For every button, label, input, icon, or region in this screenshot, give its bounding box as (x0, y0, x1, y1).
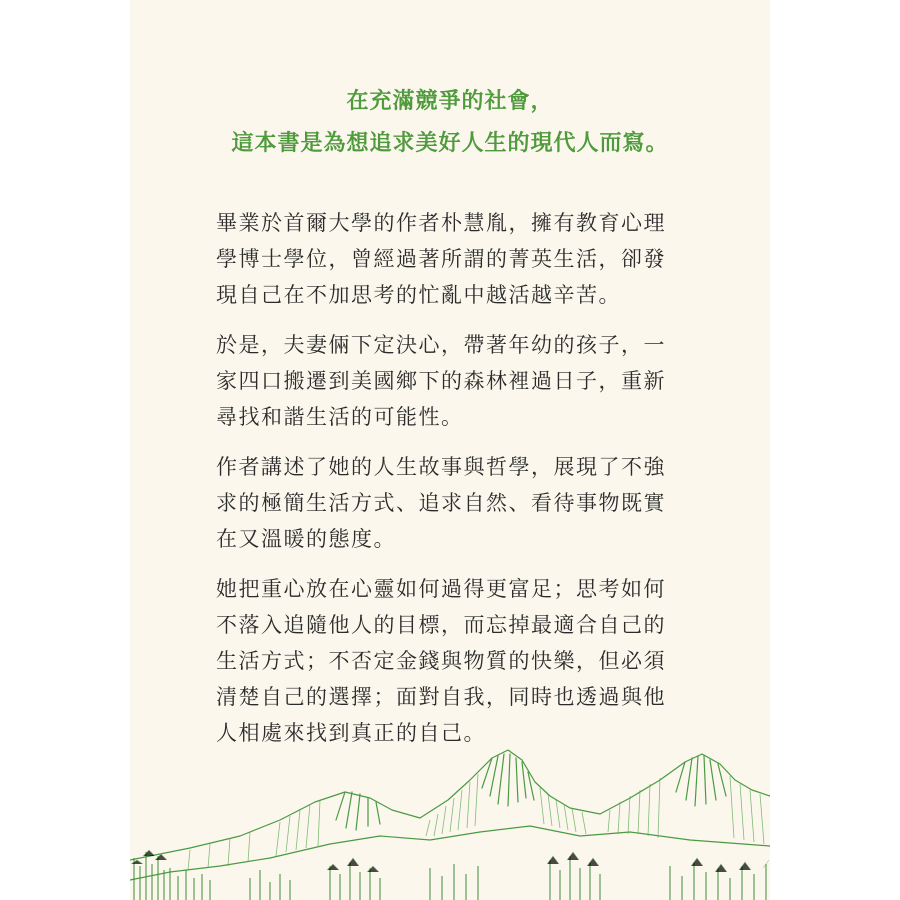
paragraph-line: 作者講述了她的人生故事與哲學，展現了不強 (216, 455, 666, 479)
paragraph-line: 學博士學位，曾經過著所謂的菁英生活，卻發 (216, 247, 666, 271)
paragraph-4 (216, 571, 696, 751)
paragraph-3 (216, 449, 696, 557)
headline (130, 80, 770, 164)
paragraph-1 (216, 205, 696, 313)
book-page (130, 0, 770, 900)
headline-line-2: 這本書是為想追求美好人生的現代人而寫。 (231, 130, 669, 156)
paragraph-line: 尋找和諧生活的可能性。 (216, 405, 464, 429)
mountain-forest-sketch-icon (130, 740, 770, 900)
paragraph-line: 現自己在不加思考的忙亂中越活越辛苦。 (216, 283, 621, 307)
paragraph-line: 人相處來找到真正的自己。 (216, 721, 486, 745)
body-text (216, 205, 696, 765)
paragraph-line: 她把重心放在心靈如何過得更富足；思考如何 (216, 577, 666, 601)
paragraph-2 (216, 327, 696, 435)
paragraph-line: 不落入追隨他人的目標，而忘掉最適合自己的 (216, 613, 666, 637)
paragraph-line: 在又溫暖的態度。 (216, 527, 396, 551)
headline-line-1: 在充滿競爭的社會， (346, 88, 554, 114)
paragraph-line: 於是，夫妻倆下定決心，帶著年幼的孩子，一 (216, 333, 666, 357)
paragraph-line: 家四口搬遷到美國鄉下的森林裡過日子，重新 (216, 369, 666, 393)
paragraph-line: 求的極簡生活方式、追求自然、看待事物既實 (216, 491, 666, 515)
paragraph-line: 畢業於首爾大學的作者朴慧胤，擁有教育心理 (216, 211, 666, 235)
paragraph-line: 清楚自己的選擇；面對自我，同時也透過與他 (216, 685, 666, 709)
paragraph-line: 生活方式；不否定金錢與物質的快樂，但必須 (216, 649, 666, 673)
